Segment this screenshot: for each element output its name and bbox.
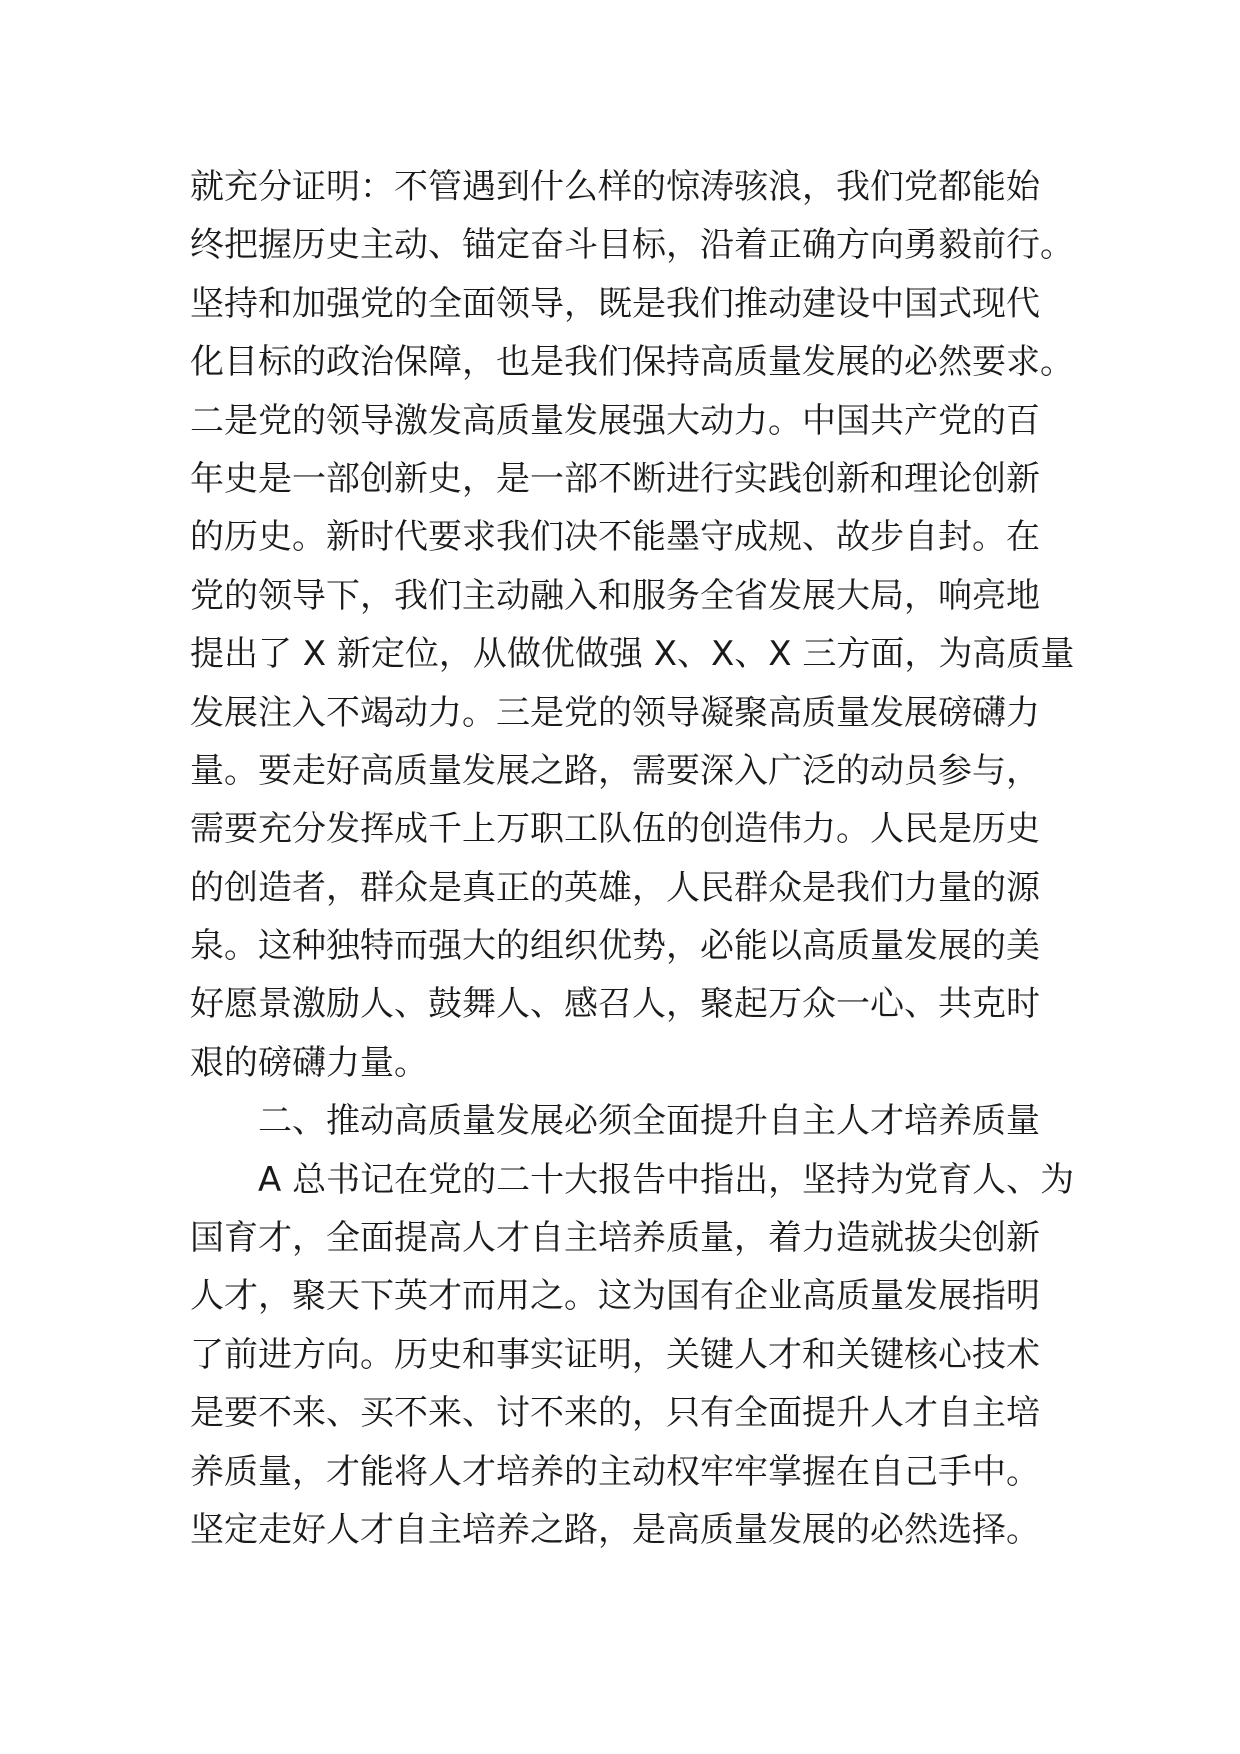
text-line: 艰的磅礴力量。 <box>190 1042 428 1083</box>
text-line: A 总书记在党的二十大报告中指出，坚持为党育人、为 <box>258 1159 1075 1200</box>
text-line: 养质量，才能将人才培养的主动权牢牢掌握在自己手中。 <box>190 1451 1040 1492</box>
text-line: 坚持和加强党的全面领导，既是我们推动建设中国式现代 <box>190 283 1040 324</box>
text-line: 提出了 X 新定位，从做优做强 X、X、X 三方面，为高质量 <box>190 634 1075 675</box>
text-line: 国育才，全面提高人才自主培养质量，着力造就拔尖创新 <box>190 1218 1040 1259</box>
text-line: 党的领导下，我们主动融入和服务全省发展大局，响亮地 <box>190 575 1040 616</box>
text-line: 发展注入不竭动力。三是党的领导凝聚高质量发展磅礴力 <box>190 692 1040 733</box>
text-line: 泉。这种独特而强大的组织优势，必能以高质量发展的美 <box>190 926 1040 967</box>
body-text <box>190 158 1090 1559</box>
text-line: 是要不来、买不来、讨不来的，只有全面提升人才自主培 <box>190 1393 1040 1434</box>
text-line: 年史是一部创新史，是一部不断进行实践创新和理论创新 <box>190 458 1040 499</box>
text-line: 量。要走好高质量发展之路，需要深入广泛的动员参与， <box>190 750 1040 791</box>
text-line: 人才，聚天下英才而用之。这为国有企业高质量发展指明 <box>190 1276 1040 1317</box>
text-line: 的创造者，群众是真正的英雄，人民群众是我们力量的源 <box>190 867 1040 908</box>
text-line: 就充分证明：不管遇到什么样的惊涛骇浪，我们党都能始 <box>190 167 1040 207</box>
text-line: 坚定走好人才自主培养之路，是高质量发展的必然选择。 <box>190 1509 1040 1550</box>
text-line: 终把握历史主动、锚定奋斗目标，沿着正确方向勇毅前行。 <box>190 225 1074 266</box>
text-line: 好愿景激励人、鼓舞人、感召人，聚起万众一心、共克时 <box>190 984 1040 1025</box>
text-line: 了前进方向。历史和事实证明，关键人才和关键核心技术 <box>190 1334 1040 1375</box>
text-line: 二是党的领导激发高质量发展强大动力。中国共产党的百 <box>190 400 1040 441</box>
text-line: 二、推动高质量发展必须全面提升自主人才培养质量 <box>258 1101 1040 1142</box>
text-line: 化目标的政治保障，也是我们保持高质量发展的必然要求。 <box>190 342 1074 383</box>
text-line: 需要充分发挥成千上万职工队伍的创造伟力。人民是历史 <box>190 809 1040 850</box>
text-line: 的历史。新时代要求我们决不能墨守成规、故步自封。在 <box>190 517 1040 558</box>
